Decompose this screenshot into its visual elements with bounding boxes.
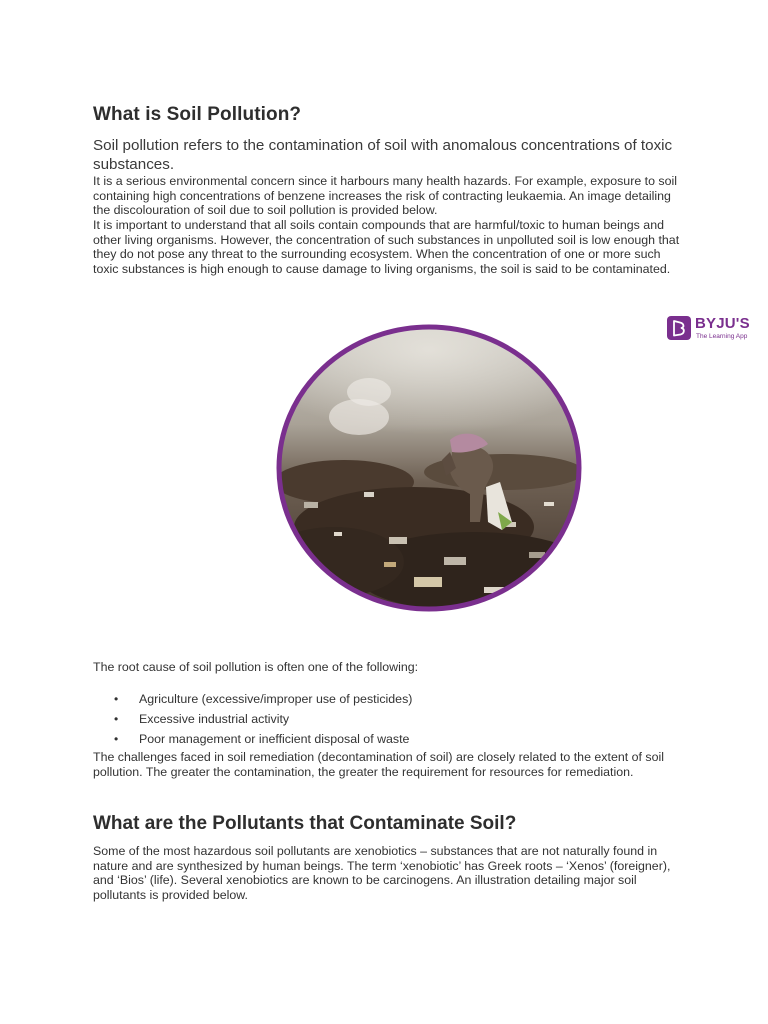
list-item: • Excessive industrial activity (93, 709, 653, 729)
paragraph-remediation: The challenges faced in soil remediation (decontamination of soil) are closely related to the extent of soil pollution. The greater the contamination, the greater the requirement for resources for remediation. (93, 750, 664, 779)
paragraph-contamination: It is important to understand that all soils contain compounds that are harmful/toxic to human beings and other living organisms. However, the concentration of such substances in unpolluted soil is low enough that they do not pose any threat to the surrounding ecosystem. When the concentration of one or more such toxic substances is high enough to cause damage to living organisms, the soil is said to be contaminated. (93, 218, 680, 276)
causes-intro: The root cause of soil pollution is often one of the following: (93, 660, 419, 674)
byjus-logo-tagline: The Learning App (696, 333, 748, 340)
list-item: • Poor management or inefficient disposal of waste (93, 729, 653, 749)
causes-list (93, 689, 653, 749)
list-item: • Agriculture (excessive/improper use of pesticides) (93, 689, 653, 709)
section-title-pollutants: What are the Pollutants that Contaminate Soil? (93, 813, 517, 834)
byjus-logo (667, 316, 761, 342)
polluted-soil-illustration (274, 322, 584, 614)
section-title-soil-pollution: What is Soil Pollution? (93, 104, 302, 125)
byjus-logo-text: BYJU'S (695, 315, 750, 332)
polluted-soil-photo (274, 322, 584, 614)
paragraph-xenobiotics: Some of the most hazardous soil pollutants are xenobiotics – substances that are not naturally found in nature and are synthesized by human beings. The term ‘xenobiotic’ has Greek roots – ‘Xenos’ (foreigner), and ‘Bios’ (life). Several xenobiotics are known to be carcinogens. An illustration detailing major soil pollutants is provided below. (93, 844, 671, 902)
lead-definition: Soil pollution refers to the contamination of soil with anomalous concentrations of toxic substances. (93, 137, 673, 173)
byjus-logo-mark-icon (667, 316, 691, 340)
paragraph-health-hazards: It is a serious environmental concern since it harbours many health hazards. For example, exposure to soil containing high concentrations of benzene increases the risk of contracting leukaemia. An image detailing the discolouration of soil due to soil pollution is provided below. (93, 174, 678, 218)
